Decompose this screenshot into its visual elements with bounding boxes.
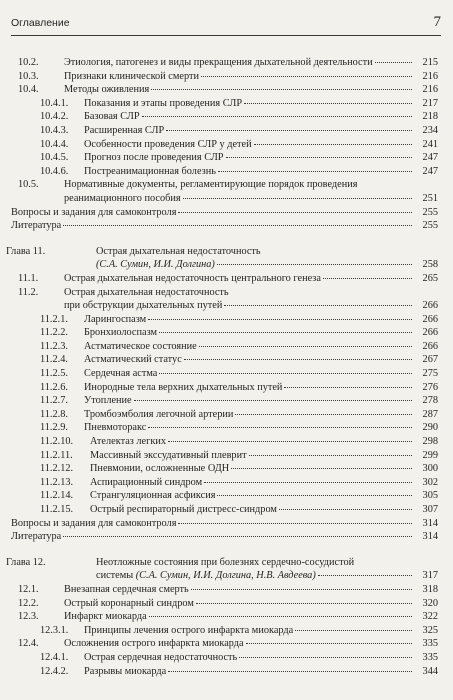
section-gap (0, 544, 453, 556)
dot-leader (226, 156, 412, 158)
toc-entry-page: 247 (422, 152, 438, 164)
toc-entry[interactable] (0, 138, 438, 152)
toc-entry-title: Нормативные документы, регламентирующие порядок проведения (64, 179, 358, 191)
dot-leader (279, 508, 412, 510)
toc-entry-page: 266 (422, 300, 438, 312)
toc-entry-page: 307 (422, 504, 438, 515)
toc-entry-page: 216 (422, 70, 438, 82)
toc-entry[interactable] (0, 462, 438, 476)
toc-entry-title: Аспирационный синдром (90, 476, 203, 488)
toc-entry-number: 11.2.11. (40, 449, 73, 461)
dot-leader (254, 143, 412, 145)
dot-leader (217, 263, 412, 265)
toc-entry-number: 10.4.2. (40, 111, 69, 123)
dot-leader (375, 61, 412, 63)
toc-entry-number: 10.4.5. (40, 152, 69, 164)
toc-entry-number: 11.2.15. (40, 504, 74, 515)
toc-entry-page: 276 (422, 381, 438, 393)
toc-entry-title: Инородные тела верхних дыхательных путей (84, 381, 283, 393)
dot-leader (159, 331, 412, 333)
dot-leader (134, 399, 412, 401)
toc-entry-number: 12.2. (18, 597, 39, 609)
toc-entry-page: 298 (422, 436, 438, 448)
toc-entry[interactable] (0, 597, 438, 611)
toc-entry-number: 11.2.9. (40, 422, 68, 434)
dot-leader (235, 413, 412, 415)
toc-entry[interactable] (0, 381, 438, 395)
toc-entry[interactable] (0, 178, 438, 192)
dot-leader (63, 224, 412, 226)
toc-entry[interactable] (0, 110, 438, 124)
toc-entry-page: 218 (422, 111, 438, 123)
toc-entry[interactable] (0, 245, 438, 259)
toc-entry-page: 325 (422, 624, 438, 636)
toc-entry-title: Острая дыхательная недостаточность (96, 245, 261, 257)
toc-entry-title: Постреанимационная болезнь (84, 165, 216, 177)
toc-entry-page: 266 (422, 313, 438, 325)
dot-leader (183, 197, 412, 199)
dot-leader (168, 670, 412, 672)
toc-entry-number: 11.2.13. (40, 476, 74, 488)
toc-entry[interactable] (0, 258, 438, 272)
toc-entry[interactable] (0, 530, 438, 544)
toc-entry-page: 318 (422, 583, 438, 595)
page-number: 7 (433, 14, 441, 30)
dot-leader (239, 656, 412, 658)
toc-entry-title: Вопросы и задания для самоконтроля (11, 517, 177, 529)
toc-entry-page: 335 (422, 638, 438, 650)
dot-leader (168, 440, 412, 442)
dot-leader (284, 386, 412, 388)
toc-entry-page: 258 (422, 259, 438, 271)
toc-entry[interactable] (0, 70, 438, 84)
toc-entry[interactable] (0, 165, 438, 179)
toc-entry-title: Разрывы миокарда (84, 665, 167, 677)
toc-entry-number: 11.2.3. (40, 340, 68, 352)
dot-leader (151, 88, 412, 90)
toc-entry-title: Этиология, патогенез и виды прекращения дыхательной деятельности (64, 57, 373, 68)
toc-entry-number: 10.3. (18, 70, 39, 82)
section-gap (0, 233, 453, 245)
toc-entry-title: Тромбоэмболия легочной артерии (84, 408, 234, 420)
toc-entry[interactable] (0, 408, 438, 422)
dot-leader (295, 629, 412, 631)
toc-entry[interactable] (0, 449, 438, 463)
toc-entry-page: 216 (422, 84, 438, 96)
toc-entry-title: Базовая СЛР (84, 111, 140, 123)
toc-entry-number: 10.4.4. (40, 138, 69, 150)
toc-entry-page: 305 (422, 490, 438, 502)
toc-entry[interactable] (0, 340, 438, 354)
toc-entry-page: 344 (422, 665, 438, 677)
toc-entry-number: 11.2.14. (40, 490, 74, 502)
toc-entry[interactable] (0, 83, 438, 97)
toc-entry-page: 234 (422, 124, 438, 136)
toc-entry-title: Инфаркт миокарда (64, 611, 147, 623)
toc-entry-title: Расширенная СЛР (84, 124, 165, 136)
toc-entry-number: 10.4.6. (40, 165, 69, 177)
dot-leader (204, 481, 412, 483)
toc-entry[interactable] (0, 476, 438, 490)
toc-entry-page: 241 (422, 138, 438, 150)
dot-leader (249, 454, 412, 456)
toc-entry-number: 11.2.5. (40, 368, 68, 380)
toc-entry-number: 12.4.1. (40, 651, 69, 663)
dot-leader (178, 522, 412, 524)
dot-leader (191, 588, 412, 590)
toc-entry[interactable] (0, 124, 438, 138)
dot-leader (184, 358, 412, 360)
toc-entry-title: Литература (11, 531, 62, 543)
toc-entry-number: 12.3. (18, 611, 39, 623)
toc-entry-page: 275 (422, 368, 438, 380)
toc-entry-page: 266 (422, 327, 438, 339)
toc-entry[interactable] (0, 610, 438, 624)
dot-leader (196, 602, 412, 604)
toc-entry-page: 255 (422, 220, 438, 232)
toc-entry-page: 267 (422, 354, 438, 366)
toc-entry[interactable] (0, 583, 438, 597)
toc-entry-number: 10.2. (18, 57, 39, 68)
toc-entry-number: 11.2.4. (40, 354, 68, 366)
toc-entry[interactable] (0, 421, 438, 435)
toc-entry-page: 290 (422, 422, 438, 434)
toc-entry-page: 320 (422, 597, 438, 609)
toc-entry-number: 12.1. (18, 583, 39, 595)
dot-leader (148, 318, 412, 320)
dot-leader (224, 304, 412, 306)
toc-entry-title: Острая дыхательная недостаточность центрального генеза (64, 272, 321, 284)
toc-entry-title: Острый респираторный дистресс-синдром (90, 504, 277, 515)
toc-entry[interactable] (0, 151, 438, 165)
toc-entry-page: 255 (422, 206, 438, 218)
toc-entry[interactable] (0, 286, 438, 300)
toc-entry[interactable] (0, 192, 438, 206)
dot-leader (166, 129, 412, 131)
toc-entry-title: Показания и этапы проведения СЛР (84, 97, 243, 109)
toc-entry-title: Вопросы и задания для самоконтроля (11, 206, 177, 218)
dot-leader (178, 211, 412, 213)
toc-entry-number: 12.4.2. (40, 665, 69, 677)
toc-entry-number: 10.4.1. (40, 97, 69, 109)
toc-entry-title: Острый коронарный синдром (64, 597, 194, 609)
toc-entry-page: 314 (422, 517, 438, 529)
toc-entry-number: 12.4. (18, 638, 39, 650)
toc-entry-page: 247 (422, 165, 438, 177)
dot-leader (231, 467, 412, 469)
toc-entry-page: 265 (422, 272, 438, 284)
toc-entry-title: Принципы лечения острого инфаркта миокарда (84, 624, 294, 636)
toc-entry-page: 299 (422, 449, 438, 461)
running-title: Оглавление (11, 17, 70, 29)
toc-entry-number: 11.2.10. (40, 436, 74, 448)
toc-entry-number: 10.4. (18, 84, 39, 96)
toc-entry-title: Литература (11, 220, 62, 232)
toc-entry-title: Астматическое состояние (84, 340, 197, 352)
toc-entry-title: реанимационного пособия (64, 192, 181, 204)
toc-entry-title: Пневмоторакс (84, 422, 147, 434)
toc-entry-number: 11.2.8. (40, 408, 68, 420)
toc-entry-page: 266 (422, 340, 438, 352)
toc-entry-title: Особенности проведения СЛР у детей (84, 138, 252, 150)
toc-entry[interactable] (0, 326, 438, 340)
toc-entry-title: Неотложные состояния при болезнях сердечно-сосудистой (96, 556, 355, 568)
toc-entry-page: 317 (422, 570, 438, 582)
dot-leader (149, 615, 412, 617)
toc-entry-page: 215 (422, 57, 438, 68)
page-header (11, 6, 441, 32)
toc-entry[interactable] (0, 556, 438, 570)
toc-entry-number: Глава 11. (6, 245, 46, 257)
dot-leader (217, 494, 412, 496)
toc-entry[interactable] (0, 394, 438, 408)
dot-leader (246, 642, 412, 644)
toc-entry-title: Странгуляционная асфиксия (90, 490, 216, 502)
dot-leader (244, 102, 412, 104)
toc-entry-title: Бронхиолоспазм (84, 327, 158, 339)
toc-entry-page: 251 (422, 192, 438, 204)
toc-entry-title: системы (С.А. Сумин, И.И. Долгина, Н.В. Авдеева) (96, 570, 316, 582)
toc-entry-title: Осложнения острого инфаркта миокарда (64, 638, 244, 650)
toc-entry[interactable] (0, 517, 438, 531)
toc-entry[interactable] (0, 367, 438, 381)
dot-leader (148, 426, 412, 428)
toc-entry-page: 217 (422, 97, 438, 109)
toc-entry-title: Методы оживления (64, 84, 150, 96)
toc-entry[interactable] (0, 206, 438, 220)
toc-entry[interactable] (0, 665, 438, 679)
toc-entry-number: 11.2. (18, 286, 39, 298)
toc-entry[interactable] (0, 503, 438, 517)
header-rule (11, 35, 441, 36)
toc-entry[interactable] (0, 435, 438, 449)
toc-entry-title: при обструкции дыхательных путей (64, 300, 223, 312)
toc-entry-number: 11.2.7. (40, 395, 68, 407)
dot-leader (199, 345, 412, 347)
toc-entry[interactable] (0, 313, 438, 327)
toc-entry-page: 300 (422, 463, 438, 475)
toc-entry-number: 10.4.3. (40, 124, 69, 136)
toc-entry-title: (С.А. Сумин, И.И. Долгина) (96, 259, 215, 271)
toc-entry-title: Признаки клинической смерти (64, 70, 199, 82)
toc-entry[interactable] (0, 353, 438, 367)
table-of-contents (0, 56, 453, 678)
toc-entry-page: 314 (422, 531, 438, 543)
toc-entry[interactable] (0, 637, 438, 651)
toc-entry[interactable] (0, 569, 438, 583)
toc-entry-page: 335 (422, 651, 438, 663)
toc-entry[interactable] (0, 219, 438, 233)
toc-entry-title: Острая дыхательная недостаточность (64, 286, 229, 298)
toc-entry-title: Утопление (84, 395, 132, 407)
toc-entry-title: Ателектаз легких (90, 436, 166, 448)
toc-entry-title: Прогноз после проведения СЛР (84, 152, 224, 164)
dot-leader (142, 115, 412, 117)
toc-entry[interactable] (0, 299, 438, 313)
toc-entry-number: 10.5. (18, 179, 39, 191)
toc-entry[interactable] (0, 56, 438, 70)
toc-entry[interactable] (0, 624, 438, 638)
toc-entry-title: Ларингоспазм (84, 313, 147, 325)
toc-entry-number: 11.2.6. (40, 381, 68, 393)
toc-entry[interactable] (0, 272, 438, 286)
toc-entry-number: 11.1. (18, 272, 39, 284)
toc-entry[interactable] (0, 489, 438, 503)
toc-entry-title: Сердечная астма (84, 368, 158, 380)
dot-leader (323, 277, 412, 279)
toc-entry[interactable] (0, 97, 438, 111)
toc-entry-number: 12.3.1. (40, 624, 69, 636)
toc-entry-page: 322 (422, 611, 438, 623)
toc-entry-page: 302 (422, 476, 438, 488)
dot-leader (201, 75, 412, 77)
toc-entry-title: Астматический статус (84, 354, 182, 366)
toc-entry-title: Массивный экссудативный плеврит (90, 449, 247, 461)
toc-entry-page: 287 (422, 408, 438, 420)
toc-entry-number: 11.2.1. (40, 313, 68, 325)
toc-entry-title: Пневмонии, осложненные ОДН (90, 463, 230, 475)
toc-entry[interactable] (0, 651, 438, 665)
dot-leader (218, 170, 412, 172)
toc-entry-page: 278 (422, 395, 438, 407)
toc-entry-title: Внезапная сердечная смерть (64, 583, 189, 595)
toc-entry-number: 11.2.2. (40, 327, 68, 339)
toc-entry-number: Глава 12. (6, 556, 46, 568)
dot-leader (318, 574, 412, 576)
dot-leader (63, 535, 412, 537)
toc-entry-number: 11.2.12. (40, 463, 74, 475)
dot-leader (159, 372, 412, 374)
toc-entry-title: Острая сердечная недостаточность (84, 651, 238, 663)
